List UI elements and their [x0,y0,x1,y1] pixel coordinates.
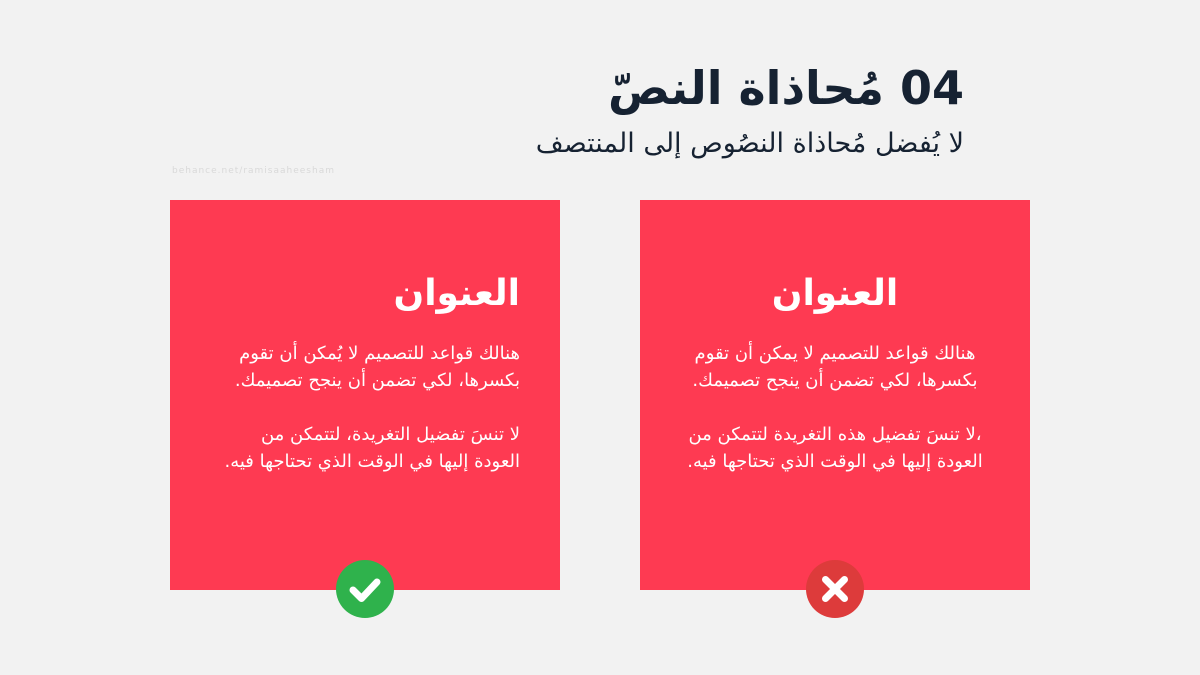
correct-example-card [170,200,560,590]
card-heading: العنوان [393,273,520,314]
card-paragraph: هنالك قواعد للتصميم لا يُمكن أن تقوم بكسرها، لكي تضمن أن ينجح تصميمك. [234,343,520,391]
header [536,58,964,164]
page-subtitle: لا يُفضل مُحاذاة النصُوص إلى المنتصف [535,128,964,159]
card-paragraph: لا تنسَ تفضيل التغريدة، لتتمكن من العودة إليها في الوقت الذي تحتاجها فيه. [224,424,520,472]
watermark: behance.net/ramisaaheesham [172,166,335,176]
card-heading: العنوان [771,273,899,314]
check-icon [336,560,394,618]
incorrect-example-card [640,200,1030,590]
close-icon [806,560,864,618]
page-title: 04 مُحاذاة النصّ [607,61,964,115]
card-paragraph: ،لا تنسَ تفضيل هذه التغريدة لتتمكن من العودة إليها في الوقت الذي تحتاجها فيه. [687,424,983,472]
card-paragraph: هنالك قواعد للتصميم لا يمكن أن تقوم بكسرها، لكي تضمن أن ينجح تصميمك. [692,343,978,391]
